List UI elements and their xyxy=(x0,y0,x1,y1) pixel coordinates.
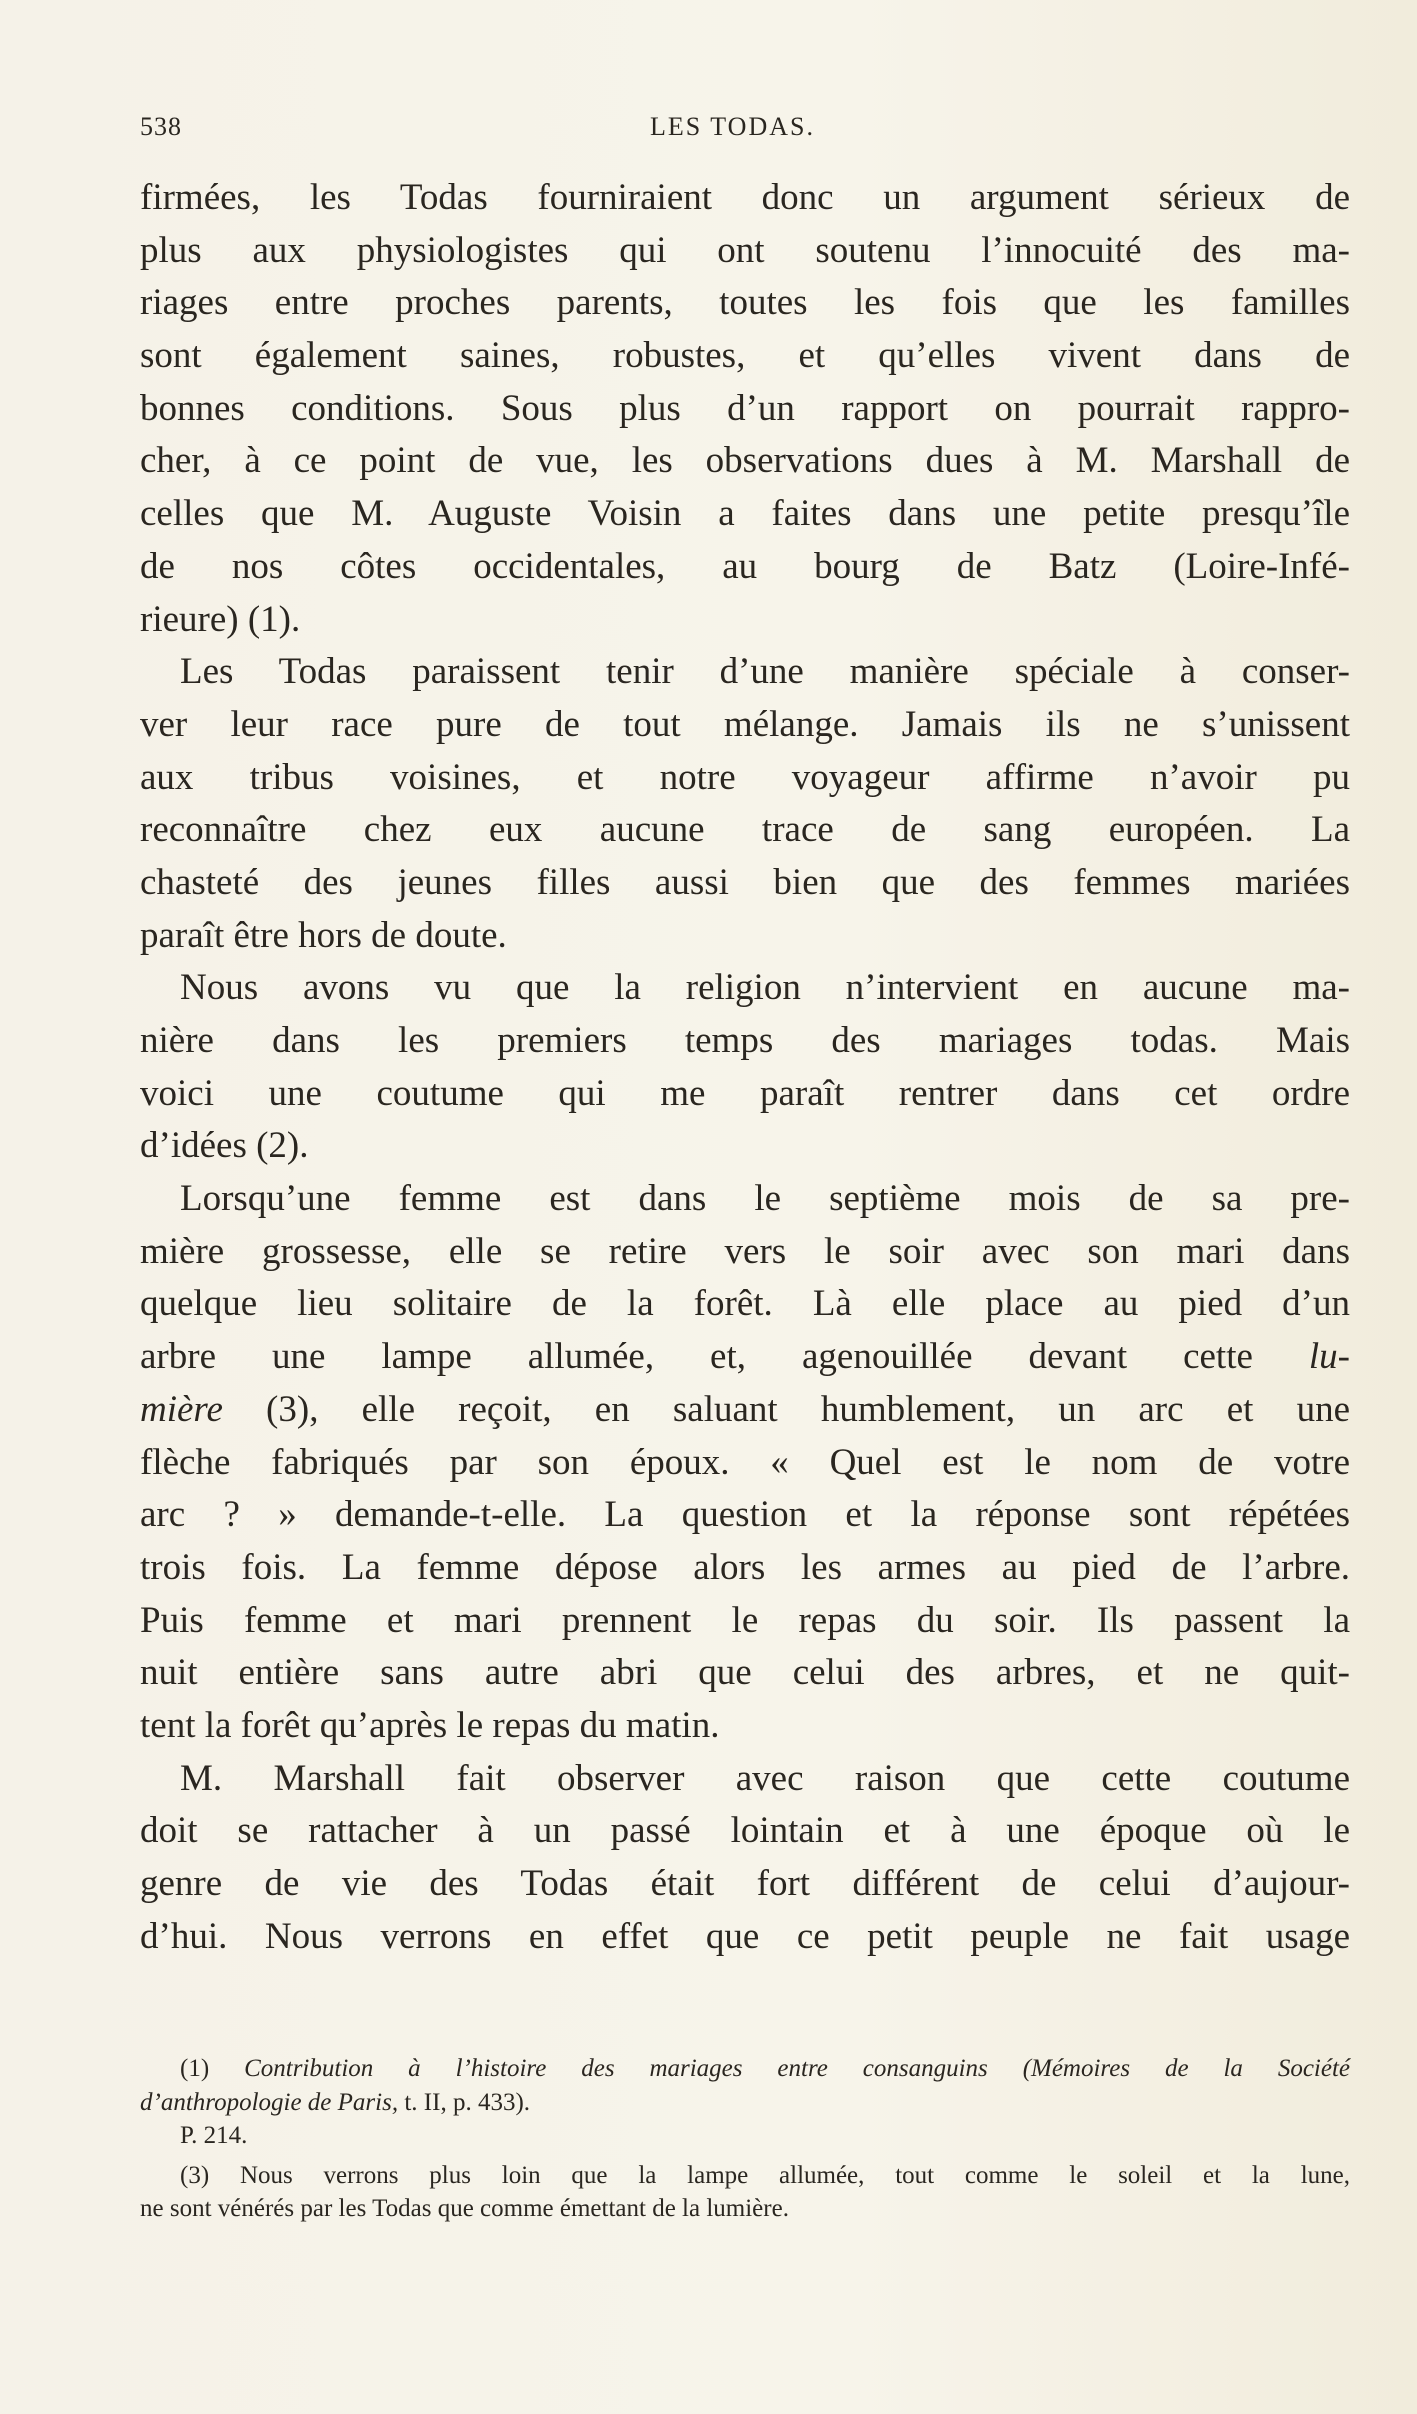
footnote-title-continued: d’anthropologie de Paris, xyxy=(140,2088,399,2116)
footnote-3: (3) Nous verrons plus loin que la lampe allumée, tout comme le soleil et la lune, xyxy=(180,2161,1350,2189)
running-title: LES TODAS. xyxy=(650,112,815,141)
text-line-with-italic xyxy=(140,1384,1350,1437)
text-line: bonnes conditions. Sous plus d’un rapport on pourrait rappro- xyxy=(140,387,1350,429)
page-header xyxy=(140,112,1350,152)
paragraph-start-line: M. Marshall fait observer avec raison que cette coutume xyxy=(180,1757,1350,1799)
footnote-source: (Mémoires de la Société xyxy=(1022,2055,1351,2082)
text-line: voici une coutume qui me paraît rentrer dans cet ordre xyxy=(140,1072,1350,1114)
text-line: tent la forêt qu’après le repas du matin. xyxy=(140,1704,720,1746)
footnote-title: Contribution à l’histoire des mariages entre consanguins xyxy=(244,2055,988,2082)
paragraph-start-line: Nous avons vu que la religion n’intervient en aucune ma- xyxy=(180,967,1350,1009)
text-line: de nos côtes occidentales, au bourg de Batz (Loire-Infé- xyxy=(140,545,1350,587)
text-line: cher, à ce point de vue, les observations dues à M. Marshall de xyxy=(140,440,1350,482)
text-line: plus aux physiologistes qui ont soutenu l’innocuité des ma- xyxy=(140,229,1350,271)
paragraph-start-line: Les Todas paraissent tenir d’une manière spéciale à conser- xyxy=(180,651,1350,693)
paragraph-start-line: Lorsqu’une femme est dans le septième mois de sa pre- xyxy=(180,1178,1350,1220)
text-line: genre de vie des Todas était fort différent de celui d’aujour- xyxy=(140,1863,1350,1904)
footnote-1 xyxy=(140,2052,1350,2086)
text-line: d’idées (2). xyxy=(140,1125,309,1167)
text-line: flèche fabriqués par son époux. « Quel est le nom de votre xyxy=(140,1441,1350,1483)
text-line: ver leur race pure de tout mélange. Jamais ils ne s’unissent xyxy=(140,703,1350,745)
text-line: rieure) (1). xyxy=(140,598,301,640)
text-segment: arbre une lampe allumée, et, agenouillée devant cette xyxy=(140,1336,1253,1378)
text-line: quelque lieu solitaire de la forêt. Là elle place au pied d’un xyxy=(140,1283,1350,1325)
text-segment: (3), elle reçoit, en saluant humblement, un arc et une xyxy=(266,1388,1350,1430)
text-line: firmées, les Todas fourniraient donc un argument sérieux de xyxy=(140,177,1350,218)
text-line: arc ? » demande-t-elle. La question et la réponse sont répétées xyxy=(140,1494,1350,1536)
footnote-marker: (1) xyxy=(180,2055,210,2082)
italic-word: lu- xyxy=(1308,1336,1351,1378)
footnote-reference: t. II, p. 433). xyxy=(404,2088,531,2116)
text-line: celles que M. Auguste Voisin a faites dans une petite presqu’île xyxy=(140,493,1350,535)
text-line: nuit entière sans autre abri que celui des arbres, et ne quit- xyxy=(140,1652,1350,1694)
text-line: Puis femme et mari prennent le repas du soir. Ils passent la xyxy=(140,1599,1350,1641)
italic-word: mière xyxy=(140,1388,223,1430)
text-line: mière grossesse, elle se retire vers le soir avec son mari dans xyxy=(140,1230,1350,1272)
footnote-3-continued: ne sont vénérés par les Todas que comme émettant de la lumière. xyxy=(140,2195,789,2222)
text-line: trois fois. La femme dépose alors les armes au pied de l’arbre. xyxy=(140,1546,1350,1588)
text-line: paraît être hors de doute. xyxy=(140,914,507,956)
text-line: d’hui. Nous verrons en effet que ce petit peuple ne fait usage xyxy=(140,1915,1350,1957)
text-line-with-italic xyxy=(140,1331,1350,1384)
text-line: reconnaître chez eux aucune trace de sang européen. La xyxy=(140,809,1350,851)
text-line: sont également saines, robustes, et qu’elles vivent dans de xyxy=(140,335,1350,377)
page-number: 538 xyxy=(140,112,182,141)
text-line: riages entre proches parents, toutes les fois que les familles xyxy=(140,282,1350,324)
text-line: chasteté des jeunes filles aussi bien que des femmes mariées xyxy=(140,861,1350,903)
footnote-1-continued xyxy=(140,2086,1350,2120)
text-line: aux tribus voisines, et notre voyageur affirme n’avoir pu xyxy=(140,756,1350,798)
footnote-2: P. 214. xyxy=(180,2122,248,2149)
body-text xyxy=(140,172,1350,1963)
text-line: doit se rattacher à un passé lointain et à une époque où le xyxy=(140,1810,1350,1852)
text-line: nière dans les premiers temps des mariages todas. Mais xyxy=(140,1020,1350,1061)
footnotes xyxy=(140,2052,1350,2226)
